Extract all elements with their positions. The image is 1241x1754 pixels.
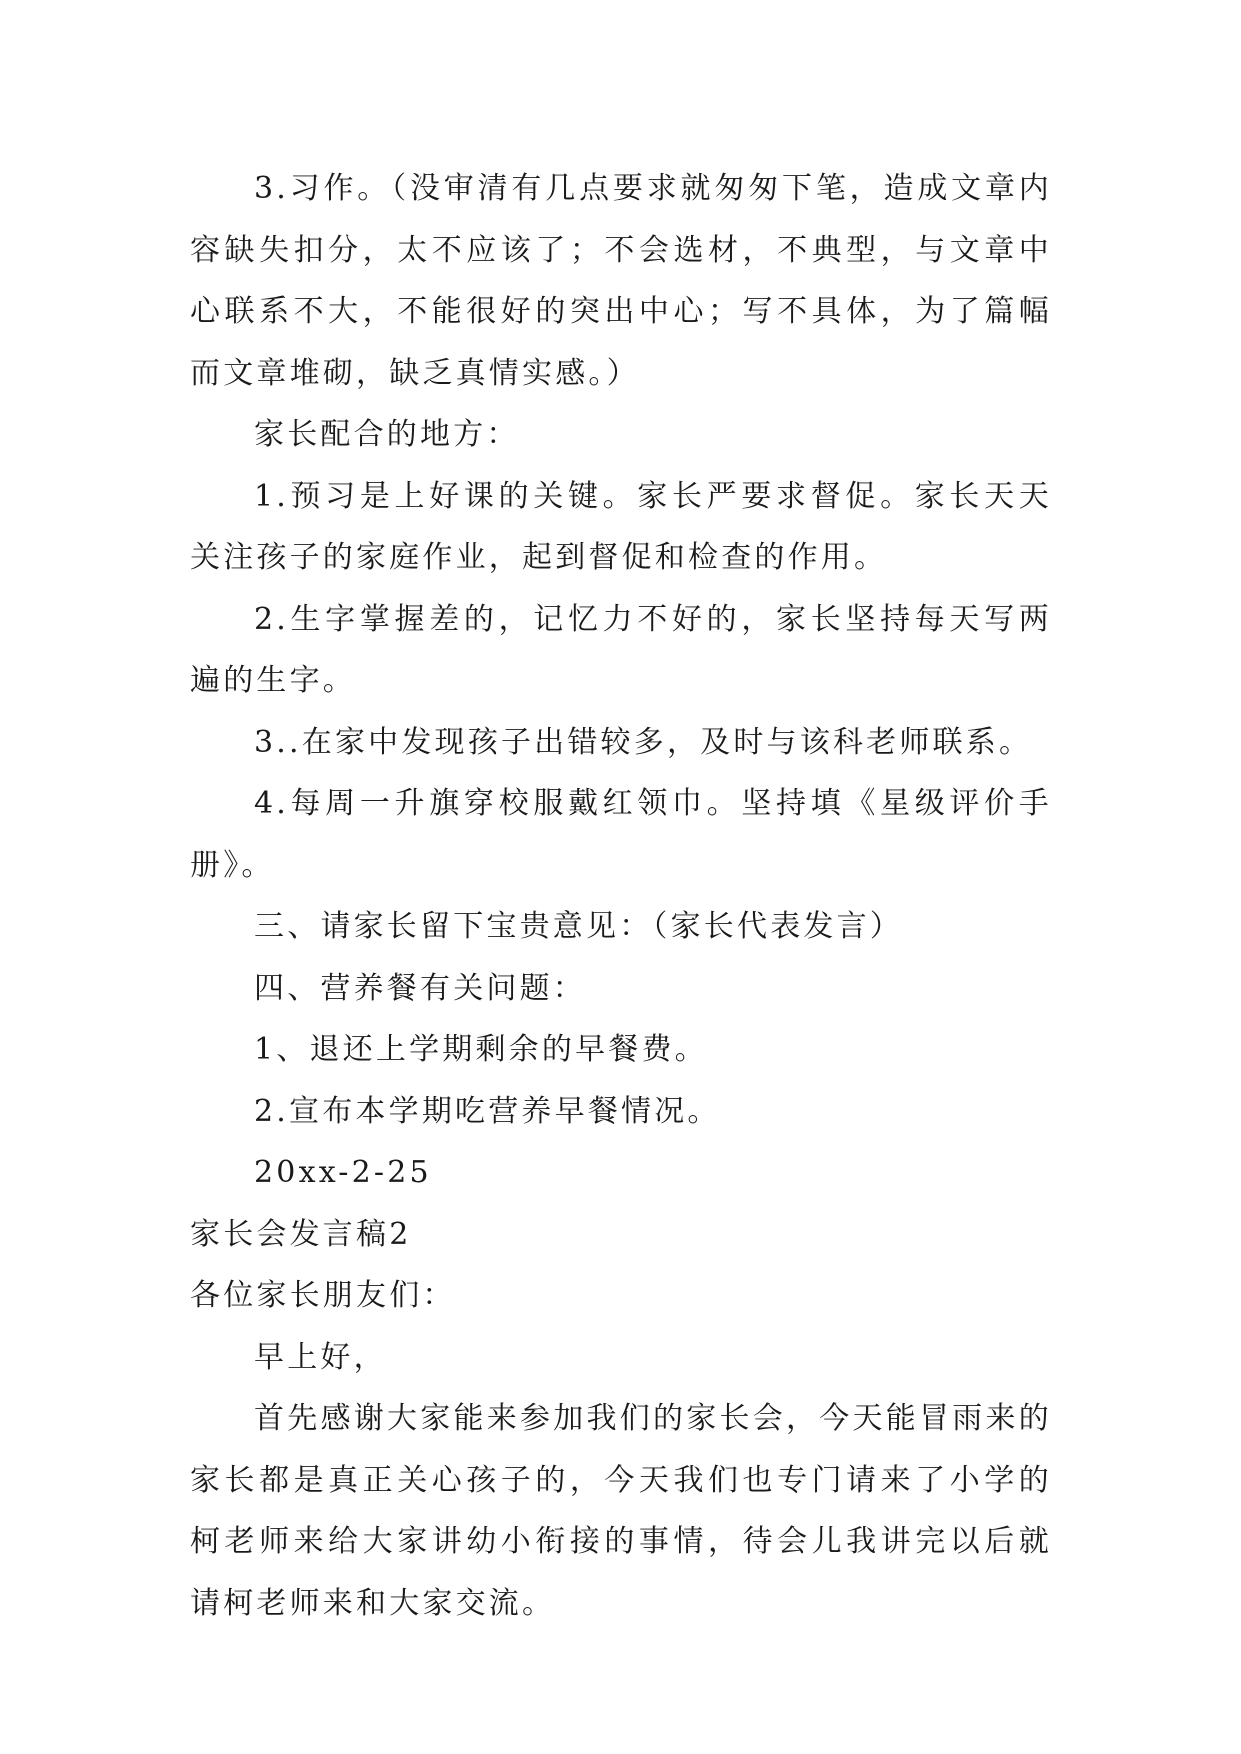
paragraph-preview-lessons: 1.预习是上好课的关键。家长严要求督促。家长天天关注孩子的家庭作业，起到督促和检查的作用。 <box>190 478 1052 575</box>
paragraph-section-three-opinions: 三、请家长留下宝贵意见：（家长代表发言） <box>254 909 903 944</box>
paragraph-parent-cooperation-heading: 家长配合的地方： <box>254 417 520 452</box>
paragraph-announce-breakfast: 2.宣布本学期吃营养早餐情况。 <box>254 1093 721 1129</box>
paragraph-salutation: 各位家长朋友们： <box>190 1278 456 1313</box>
document-body <box>190 158 1052 1634</box>
paragraph-section-four-meals: 四、营养餐有关问题： <box>254 970 586 1006</box>
paragraph-new-characters: 2.生字掌握差的，记忆力不好的，家长坚持每天写两遍的生字。 <box>190 601 1052 698</box>
paragraph-flag-raising: 4.每周一升旗穿校服戴红领巾。坚持填《星级评价手册》。 <box>190 786 1052 883</box>
paragraph-date: 20xx-2-25 <box>254 1155 432 1190</box>
paragraph-opening-thanks: 首先感谢大家能来参加我们的家长会，今天能冒雨来的家长都是真正关心孩子的，今天我们也专门请来了小学的柯老师来给大家讲幼小衔接的事情，待会儿我讲完以后就请柯老师来和大家交流。 <box>190 1401 1052 1621</box>
paragraph-greeting: 早上好， <box>254 1339 387 1375</box>
paragraph-composition-issues: 3.习作。（没审清有几点要求就匆匆下笔，造成文章内容缺失扣分，太不应该了；不会选材，不典型，与文章中心联系不大，不能很好的突出中心；写不具体，为了篇幅而文章堆砌，缺乏真情实感。） <box>190 171 1052 391</box>
section-title: 家长会发言稿2 <box>190 1216 412 1252</box>
paragraph-refund-breakfast: 1、退还上学期剩余的早餐费。 <box>254 1032 708 1067</box>
paragraph-contact-teacher: 3..在家中发现孩子出错较多，及时与该科老师联系。 <box>254 724 1033 760</box>
